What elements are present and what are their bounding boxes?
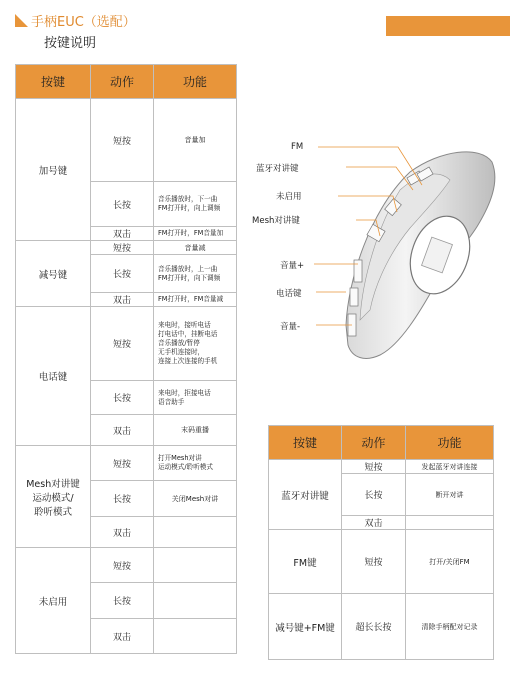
action-cell: 双击 — [91, 619, 154, 654]
table-row — [16, 446, 237, 481]
function-line: 音乐播放/暂停 — [158, 339, 200, 347]
function-cell: 关闭Mesh对讲 — [154, 481, 237, 517]
action-cell: 双击 — [91, 293, 154, 307]
section-subtitle: 按键说明 — [44, 36, 97, 51]
table-row — [16, 307, 237, 381]
table-header-row — [269, 426, 494, 460]
function-line: 音乐播放时，下一曲 — [158, 195, 218, 203]
table-row — [16, 241, 237, 255]
function-line: FM打开时，FM音量加 — [158, 229, 224, 237]
header-accent-bar — [386, 16, 510, 36]
function-line: 来电时，接听电话 — [158, 321, 211, 329]
action-cell: 长按 — [342, 474, 406, 516]
key-name: 蓝牙对讲键 — [269, 460, 342, 530]
function-cell: 清除手柄配对记录 — [406, 594, 494, 660]
callout-phone: 电话键 — [276, 289, 302, 299]
function-cell: 断开对讲 — [406, 474, 494, 516]
table-header-row — [16, 65, 237, 99]
action-cell: 短按 — [91, 241, 154, 255]
function-cell — [154, 619, 237, 654]
callout-bluetooth-intercom: 蓝牙对讲键 — [256, 164, 299, 174]
key-name — [16, 446, 91, 548]
function-cell — [154, 583, 237, 619]
function-line: 来电时，拒接电话 — [158, 388, 211, 397]
function-line: 打开Mesh对讲 — [158, 454, 202, 462]
table-row — [269, 460, 494, 474]
action-cell: 长按 — [91, 255, 154, 293]
function-line: 无手机连接时， — [158, 348, 205, 356]
function-line: 打电话中，挂断电话 — [158, 330, 218, 338]
header-triangle-icon — [15, 14, 28, 27]
function-line: 运动模式/聆听模式 — [158, 463, 213, 471]
callout-volume-up: 音量+ — [280, 261, 305, 271]
action-cell: 双击 — [91, 227, 154, 241]
action-cell: 短按 — [342, 460, 406, 474]
function-cell — [154, 548, 237, 583]
table-row — [16, 548, 237, 583]
function-cell — [154, 517, 237, 548]
function-line: 音乐播放时，上一曲 — [158, 264, 218, 273]
function-line: FM打开时，FM音量减 — [158, 295, 224, 303]
action-cell: 长按 — [91, 182, 154, 227]
action-cell: 双击 — [91, 415, 154, 446]
key-name: 减号键 — [16, 241, 91, 307]
header-cell: 按键 — [269, 426, 342, 460]
function-cell: 发起蓝牙对讲连接 — [406, 460, 494, 474]
action-cell: 双击 — [91, 517, 154, 548]
action-cell: 长按 — [91, 481, 154, 517]
callout-mesh-intercom: Mesh对讲键 — [252, 216, 300, 226]
function-line: 语音助手 — [158, 397, 185, 406]
table-row — [269, 530, 494, 594]
table-row — [16, 99, 237, 182]
key-name: 未启用 — [16, 548, 91, 654]
function-line: FM打开时，向下调频 — [158, 273, 221, 282]
key-name: 减号键+FM键 — [269, 594, 342, 660]
button-table-secondary — [268, 425, 494, 660]
table-row — [269, 594, 494, 660]
function-line: 连接上次连接的手机 — [158, 357, 218, 365]
function-cell: 打开/关闭FM — [406, 530, 494, 594]
callout-unused: 未启用 — [276, 192, 302, 202]
header-cell: 功能 — [406, 426, 494, 460]
action-cell: 超长长按 — [342, 594, 406, 660]
key-name: 电话键 — [16, 307, 91, 446]
function-cell — [154, 182, 237, 227]
action-cell: 短按 — [91, 548, 154, 583]
action-cell: 双击 — [342, 516, 406, 530]
action-cell: 短按 — [91, 446, 154, 481]
action-cell: 长按 — [91, 381, 154, 415]
function-cell: 音量加 — [154, 99, 237, 182]
key-name-line: 运动模式/ — [32, 492, 74, 504]
function-cell — [154, 381, 237, 415]
function-cell — [406, 516, 494, 530]
function-cell: 音量减 — [154, 241, 237, 255]
key-name-line: Mesh对讲键 — [26, 478, 80, 490]
header-cell: 按键 — [16, 65, 91, 99]
key-name: FM键 — [269, 530, 342, 594]
function-line: FM打开时，向上调频 — [158, 204, 221, 212]
key-name: 加号键 — [16, 99, 91, 241]
header-cell: 动作 — [91, 65, 154, 99]
function-cell — [154, 255, 237, 293]
callout-lines — [300, 140, 430, 340]
function-cell — [154, 227, 237, 241]
callout-volume-down: 音量- — [280, 322, 301, 332]
header-cell: 动作 — [342, 426, 406, 460]
function-cell: 末码重播 — [154, 415, 237, 446]
header-cell: 功能 — [154, 65, 237, 99]
action-cell: 短按 — [91, 307, 154, 381]
function-cell — [154, 446, 237, 481]
button-table-main — [15, 64, 237, 654]
action-cell: 短按 — [91, 99, 154, 182]
action-cell: 长按 — [91, 583, 154, 619]
callout-fm: FM — [291, 142, 304, 152]
key-name-line: 聆听模式 — [33, 506, 72, 518]
action-cell: 短按 — [342, 530, 406, 594]
function-cell — [154, 293, 237, 307]
function-cell — [154, 307, 237, 381]
section-title: 手柄EUC（选配） — [31, 15, 136, 30]
